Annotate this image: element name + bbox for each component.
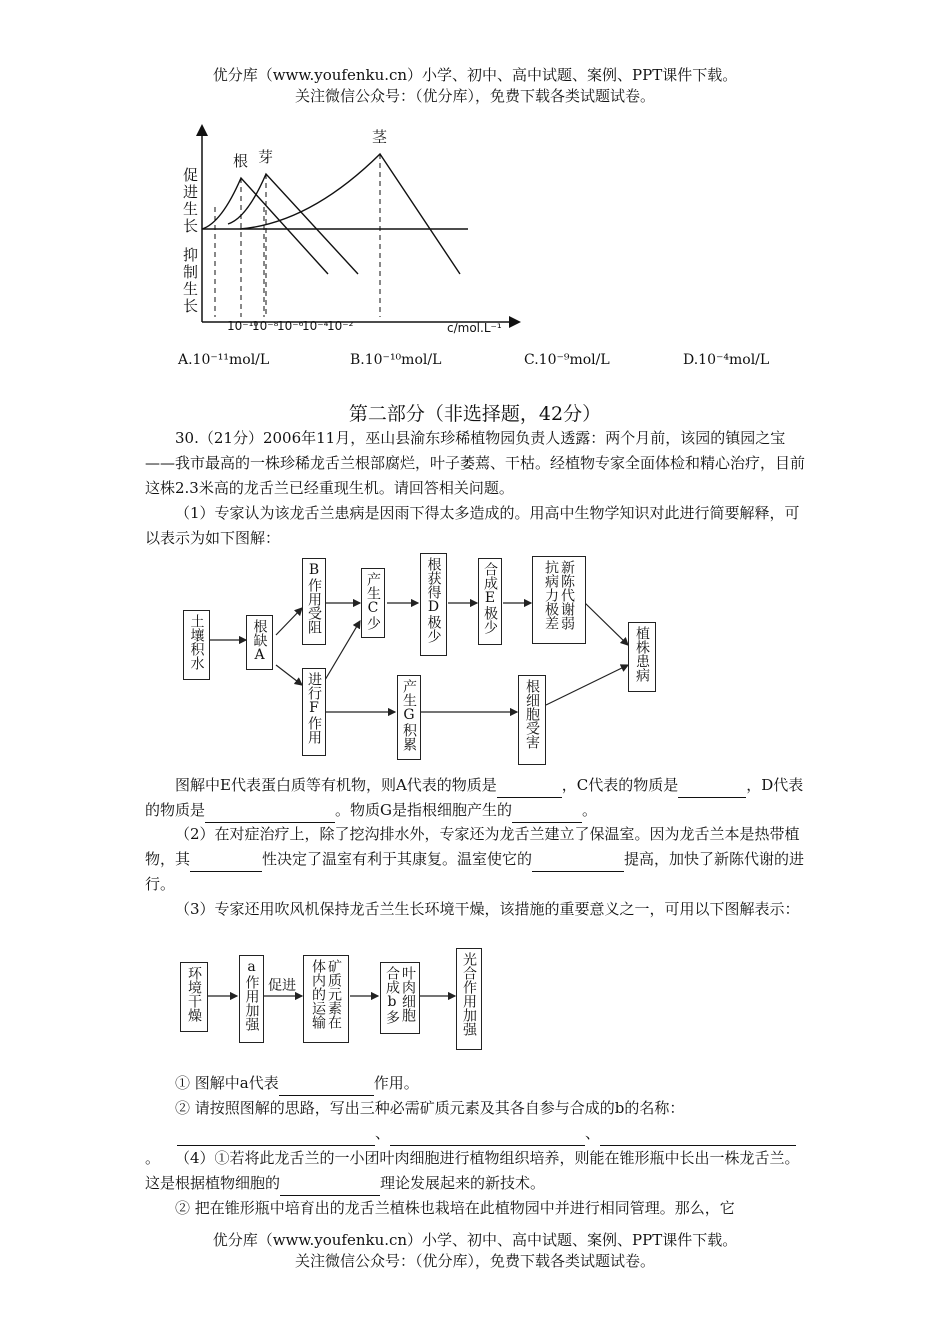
box-plant-sick: 植株患病: [628, 622, 656, 692]
box-photosynthesis: 光合作用加强: [456, 948, 482, 1050]
q30-part3-q2: ② 请按照图解的思路，写出三种必需矿质元素及其各自参与合成的b的名称：: [175, 1099, 685, 1117]
box-e-little: 合成E极少: [478, 558, 502, 645]
q30-part1-questions: 图解中E代表蛋白质等有机物，则A代表的物质是 ，C代表的物质是 ，D代表的物质是 。物质G是指根细胞产生的 。: [145, 773, 810, 823]
y-label-promote: 促进生长: [181, 167, 199, 235]
box-f-action: 进行F作用: [302, 668, 326, 756]
option-d: D.10⁻⁴mol/L: [683, 352, 770, 368]
x-tick-label: 10⁻⁶: [277, 319, 304, 333]
y-label-inhibit: 抑制生长: [181, 247, 199, 315]
promote-label: 促进: [268, 978, 296, 994]
series-label: 芽: [258, 148, 274, 166]
curve-0: [202, 178, 328, 274]
series-label: 根: [233, 152, 249, 170]
section-title: 第二部分（非选择题，42分）: [348, 403, 602, 425]
q30-part3: （3）专家还用吹风机保持龙舌兰生长环境干燥，该措施的重要意义之一，可用以下图解表示：: [175, 900, 800, 918]
box-disease-resistance: 抗病力极差 新陈代谢弱: [532, 556, 586, 644]
q30-part2: （2）在对症治疗上，除了挖沟排水外，专家还为龙舌兰建立了保温室。因为龙舌兰本是热带植物，其 性决定了温室有利于其康复。温室使它的 提高，加快了新陈代谢的进行。: [145, 825, 805, 893]
x-label: c/mol.L⁻¹: [447, 321, 502, 335]
box-root-damage: 根细胞受害: [518, 675, 546, 765]
option-c: C.10⁻⁹mol/L: [524, 352, 610, 368]
q30-part3-q1: ① 图解中a代表 作用。: [145, 1071, 810, 1096]
box-mesophyll: 合成b多 叶肉细胞: [380, 962, 420, 1034]
option-a: A.10⁻¹¹mol/L: [178, 352, 270, 368]
x-tick-label: 10⁻²: [327, 319, 354, 333]
box-mineral-transport: 体内的运输 矿质元素在: [303, 955, 349, 1043]
x-tick-label: 10⁻¹⁰: [227, 319, 259, 333]
box-d-little: 根获得D极少: [420, 553, 447, 656]
auxin-concentration-chart: [170, 122, 540, 344]
header-line-1: 优分库（www.youfenku.cn）小学、初中、高中试题、案例、PPT课件下载。: [212, 66, 738, 84]
option-b: B.10⁻¹⁰mol/L: [350, 352, 442, 368]
footer-line-1: 优分库（www.youfenku.cn）小学、初中、高中试题、案例、PPT课件下载。: [212, 1231, 738, 1249]
box-env-dry: 环境干燥: [180, 962, 208, 1032]
x-tick-label: 10⁻⁸: [252, 319, 279, 333]
q30-part1: （1）专家认为该龙舌兰患病是因雨下得太多造成的。用高中生物学知识对此进行简要解释，可以表示为如下图解：: [145, 504, 800, 547]
q30-part3-answer-lines: 、 、。: [145, 1121, 810, 1171]
q30-part4: （4）①若将此龙舌兰的一小团叶肉细胞进行植物组织培养，则能在锥形瓶中长出一株龙舌兰。这是根据植物细胞的 理论发展起来的新技术。: [145, 1146, 810, 1196]
x-tick-label: 10⁻⁴: [302, 319, 329, 333]
footer-line-2: 关注微信公众号：（优分库），免费下载各类试题试卷。: [294, 1252, 655, 1270]
box-soil-water: 土壤积水: [183, 610, 210, 680]
q30-part4-q2: ② 把在锥形瓶中培育出的龙舌兰植株也栽培在此植物园中并进行相同管理。那么，它: [175, 1199, 735, 1217]
box-c-less: 产生C少: [361, 568, 385, 638]
box-b-blocked: B作用受阻: [302, 558, 326, 645]
q30-intro: 30.（21分）2006年11月，巫山县渝东珍稀植物园负责人透露：两个月前，该园的镇园之宝——我市最高的一株珍稀龙舌兰根部腐烂，叶子萎蔫、干枯。经植物专家全面体检和精心治疗，目前这株2.3米高的龙舌兰已经重现生机。请回答相关问题。: [145, 429, 806, 497]
box-g-accumulate: 产生G积累: [397, 675, 421, 760]
series-label: 茎: [372, 128, 388, 146]
header-line-2: 关注微信公众号：（优分库），免费下载各类试题试卷。: [294, 87, 655, 105]
box-lack-a: 根缺A: [246, 615, 273, 670]
box-a-strengthen: a作用加强: [239, 955, 264, 1043]
